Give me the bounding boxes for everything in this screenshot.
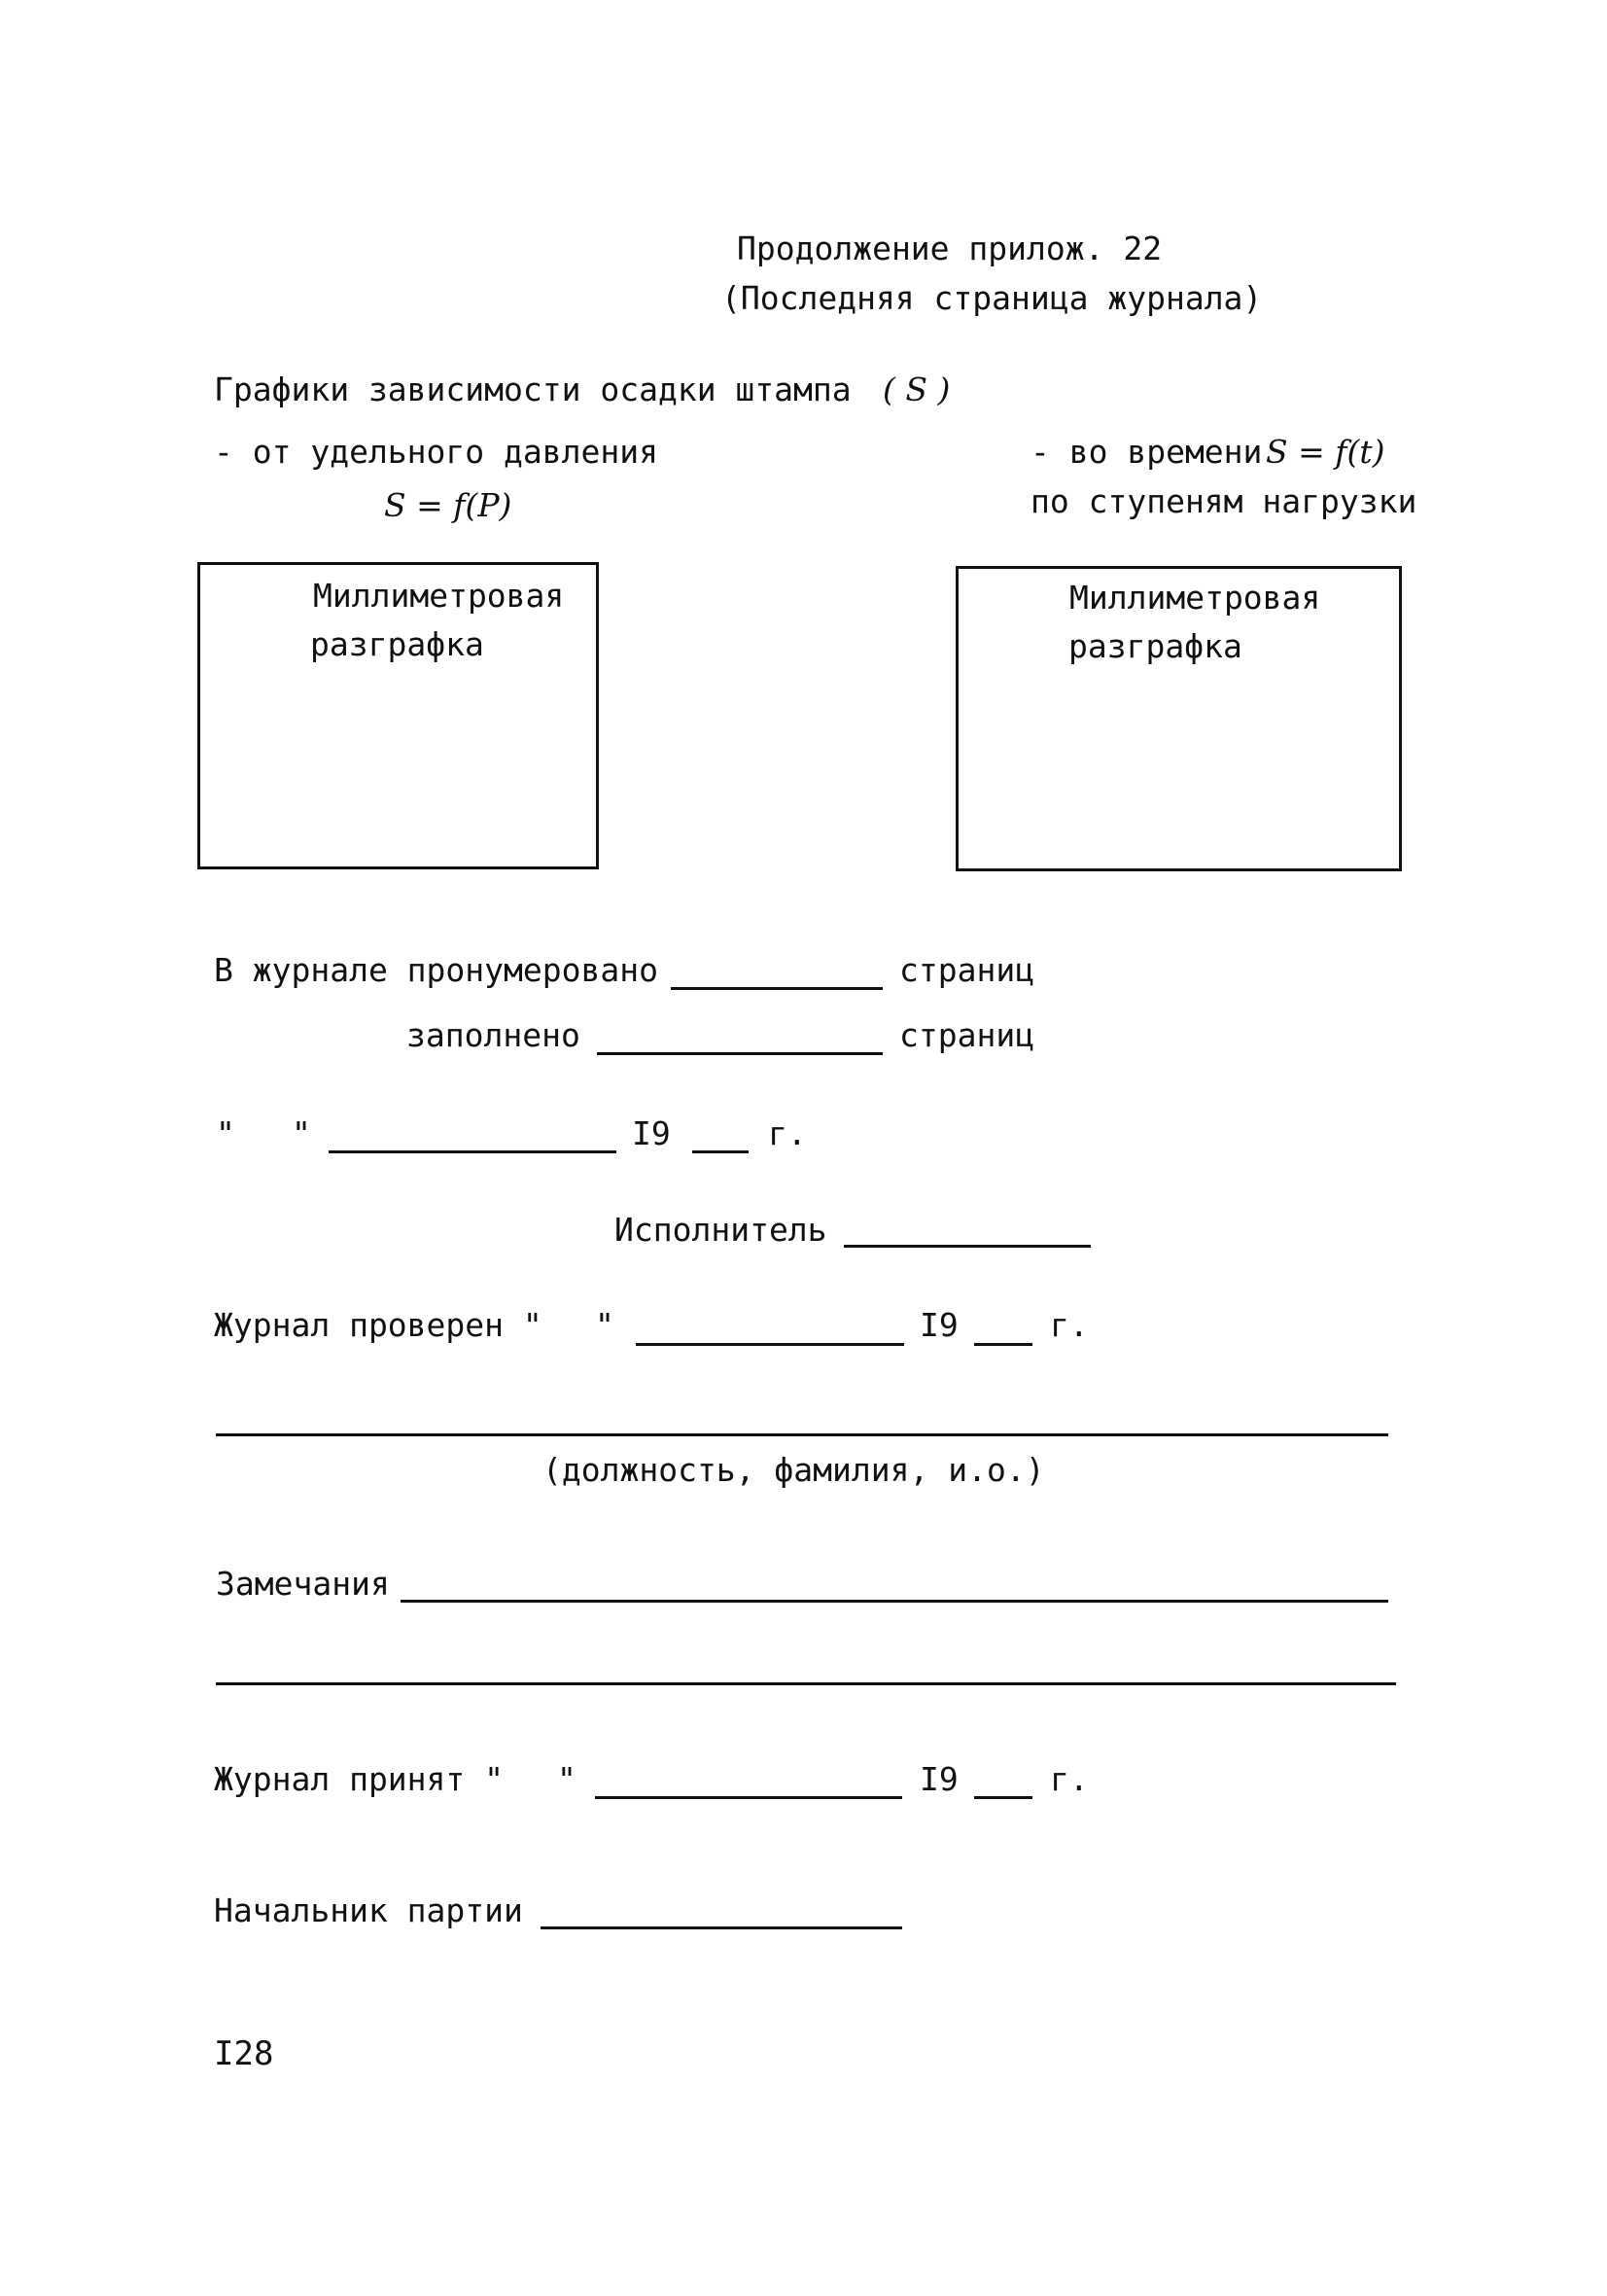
date-field[interactable] xyxy=(329,1150,616,1153)
numbered-label: В журнале пронумеровано xyxy=(214,951,658,989)
right-graph-box xyxy=(956,566,1402,871)
right-graph-label: - во времени xyxy=(1031,433,1263,471)
checked-label: Журнал проверен " xyxy=(214,1306,542,1344)
chief-label: Начальник партии xyxy=(214,1891,523,1929)
page-number: I28 xyxy=(214,2034,274,2073)
numbered-pages-field[interactable] xyxy=(671,987,883,990)
left-box-line1: Миллиметровая xyxy=(313,577,565,615)
chief-signature-field[interactable] xyxy=(541,1926,902,1929)
left-graph-formula: S = f(P) xyxy=(384,486,512,524)
left-box-line2: разграфка xyxy=(310,625,484,663)
accepted-year-field[interactable] xyxy=(974,1796,1032,1799)
checked-quote-close: " xyxy=(595,1306,614,1344)
checked-date-field[interactable] xyxy=(636,1343,904,1346)
remarks-field-line1[interactable] xyxy=(401,1600,1388,1603)
right-graph-label-line2: по ступеням нагрузки xyxy=(1031,482,1417,520)
executor-signature-field[interactable] xyxy=(844,1245,1091,1248)
remarks-field-line2[interactable] xyxy=(216,1682,1396,1685)
remarks-label: Замечания xyxy=(216,1565,390,1603)
date-year-prefix: I9 xyxy=(632,1114,671,1152)
executor-label: Исполнитель xyxy=(614,1211,827,1249)
position-caption: (должность, фамилия, и.о.) xyxy=(542,1451,1045,1489)
checked-year-suffix: г. xyxy=(1050,1306,1089,1344)
checked-year-field[interactable] xyxy=(974,1343,1032,1346)
accepted-year-prefix: I9 xyxy=(920,1760,959,1798)
right-box-line2: разграфка xyxy=(1068,627,1242,665)
right-box-line1: Миллиметровая xyxy=(1069,579,1321,617)
accepted-year-suffix: г. xyxy=(1050,1760,1089,1798)
date-year-field[interactable] xyxy=(692,1150,749,1153)
page-subtitle: (Последняя страница журнала) xyxy=(721,279,1263,317)
left-graph-box xyxy=(197,562,599,869)
checked-year-prefix: I9 xyxy=(920,1306,959,1344)
graphs-title: Графики зависимости осадки штампа xyxy=(214,371,852,408)
accepted-label: Журнал принят " xyxy=(214,1760,505,1798)
accepted-quote-close: " xyxy=(557,1760,576,1798)
accepted-date-field[interactable] xyxy=(595,1796,902,1799)
numbered-suffix: страниц xyxy=(899,951,1035,989)
position-signature-field[interactable] xyxy=(216,1433,1388,1436)
continuation-heading: Продолжение прилож. 22 xyxy=(737,230,1163,267)
date-quote-close: " xyxy=(292,1114,311,1152)
filled-pages-field[interactable] xyxy=(597,1052,883,1055)
right-graph-formula: S = f(t) xyxy=(1266,433,1385,471)
date-quote-open: " xyxy=(216,1114,235,1152)
left-graph-label: - от удельного давления xyxy=(214,433,658,471)
filled-suffix: страниц xyxy=(899,1016,1035,1054)
filled-label: заполнено xyxy=(406,1016,580,1054)
date-year-suffix: г. xyxy=(768,1114,807,1152)
graphs-title-symbol: ( S ) xyxy=(883,371,951,408)
